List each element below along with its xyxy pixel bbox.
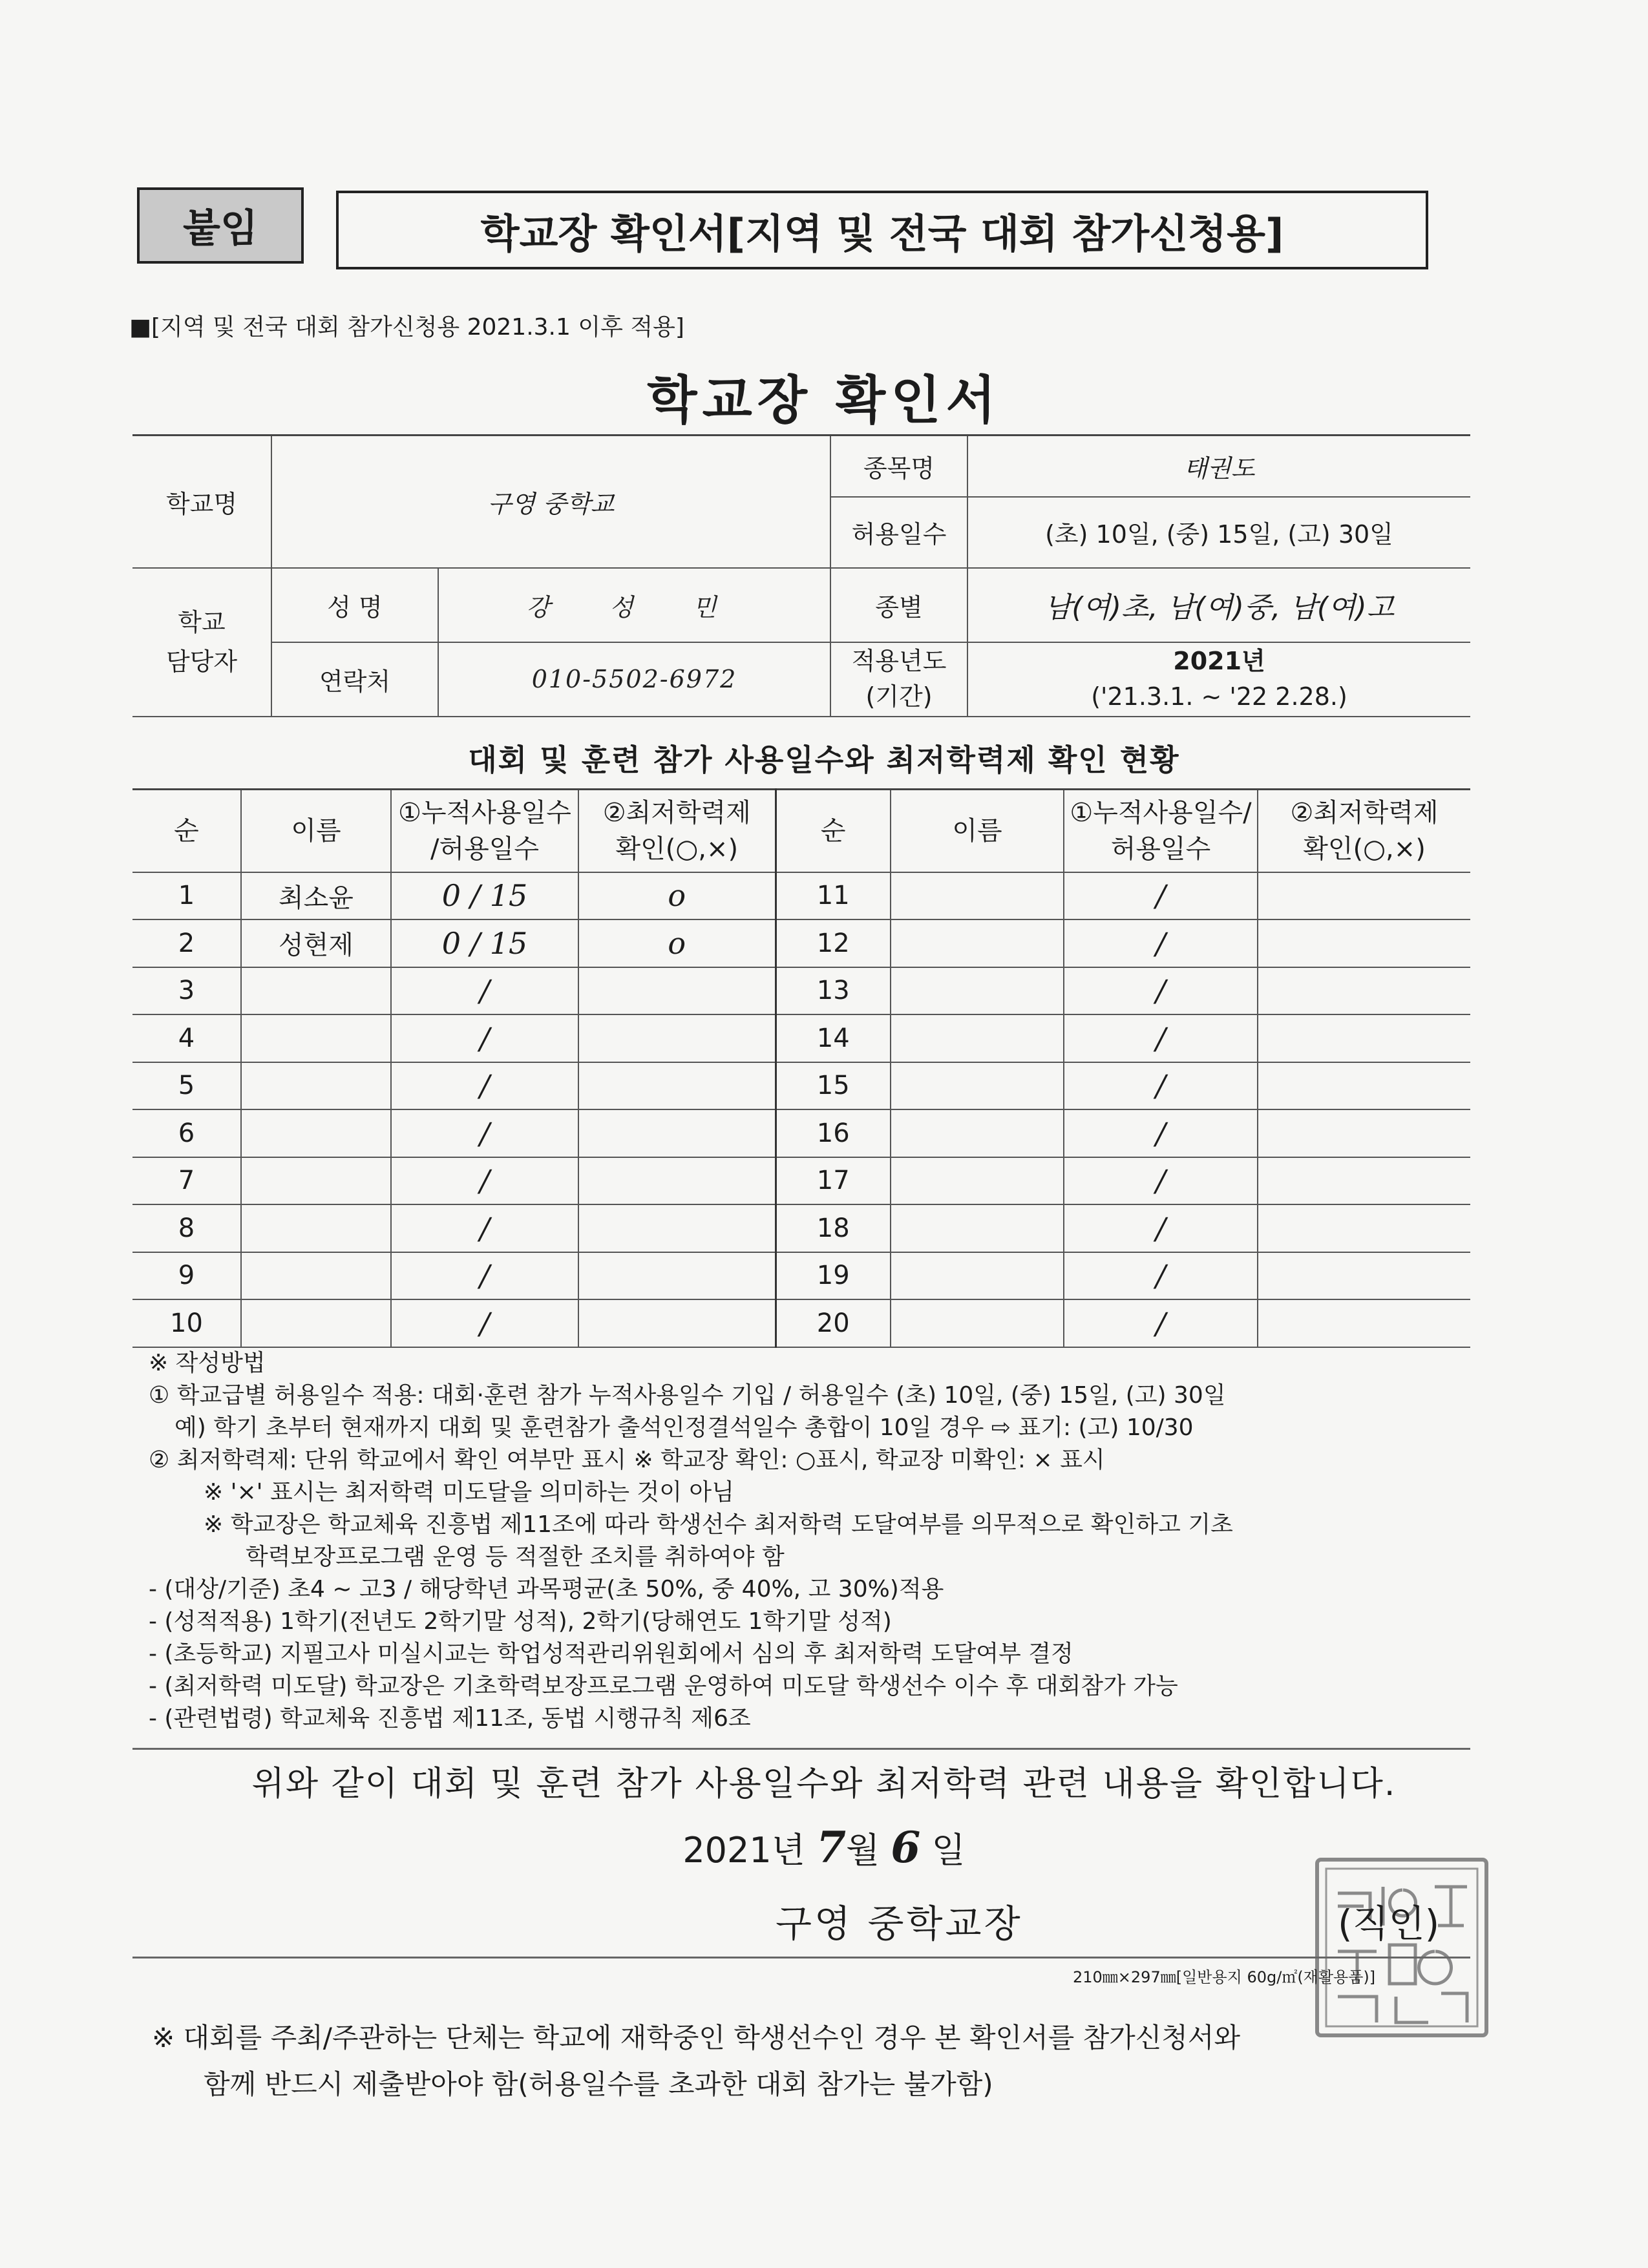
section-title: 대회 및 훈련 참가 사용일수와 최저학력제 확인 현황 xyxy=(468,742,1180,777)
header-acad-right xyxy=(1258,790,1470,872)
instruction-line: ※ 학교장은 학교체육 진흥법 제11조에 따라 학생선수 최저학력 도달여부를 의무적으로 확인하고 기초 xyxy=(204,1511,1233,1538)
athlete-days: / xyxy=(1064,1157,1258,1205)
athlete-name xyxy=(891,1014,1064,1062)
header-name-right: 이름 xyxy=(891,790,1064,872)
athlete-name xyxy=(241,967,391,1015)
athlete-no: 3 xyxy=(132,967,241,1015)
athlete-days: 0 / 15 xyxy=(391,919,578,967)
school-seal-icon xyxy=(1312,1854,1493,2042)
period-label xyxy=(830,642,967,717)
header-acad-right-l1: ②최저학력제 xyxy=(1290,797,1439,828)
confirmation-statement: 위와 같이 대회 및 훈련 참가 사용일수와 최저학력 관련 내용을 확인합니다. xyxy=(251,1765,1397,1803)
period-year: 2021년 xyxy=(1173,646,1265,675)
header-days-left-l2: /허용일수 xyxy=(430,834,540,864)
athlete-name xyxy=(241,1062,391,1110)
paper-spec: 210㎜×297㎜[일반용지 60g/㎡(재활용품)] xyxy=(1073,1968,1376,1986)
date-month: 7 xyxy=(816,1822,847,1873)
athlete-academic xyxy=(578,1014,776,1062)
final-note-line: 함께 반드시 제출받아야 함(허용일수를 초과한 대회 참가는 불가함) xyxy=(204,2068,993,2100)
attachment-tag: 붙임 xyxy=(137,187,304,264)
athlete-academic xyxy=(578,1204,776,1252)
athlete-no: 18 xyxy=(776,1204,891,1252)
school-name-label: 학교명 xyxy=(132,436,271,568)
allowed-days-label: 허용일수 xyxy=(830,497,967,568)
table-row xyxy=(132,1157,1470,1205)
table-row xyxy=(132,1109,1470,1157)
instruction-line: - (초등학교) 지필고사 미실시교는 학업성적관리위원회에서 심의 후 최저학력 도달여부 결정 xyxy=(149,1641,1073,1667)
athlete-days: / xyxy=(1064,1252,1258,1300)
instructions xyxy=(149,1347,1474,1735)
sport-label: 종목명 xyxy=(830,436,967,497)
athlete-days: / xyxy=(1064,872,1258,920)
athlete-no: 1 xyxy=(132,872,241,920)
date-month-unit: 월 xyxy=(846,1830,880,1871)
athlete-name xyxy=(241,1299,391,1347)
athlete-no: 6 xyxy=(132,1109,241,1157)
athlete-no: 9 xyxy=(132,1252,241,1300)
athlete-days: / xyxy=(391,1252,578,1300)
table-row xyxy=(132,1252,1470,1300)
contact-label: 연락처 xyxy=(271,642,438,717)
athlete-no: 15 xyxy=(776,1062,891,1110)
athlete-no: 8 xyxy=(132,1204,241,1252)
instruction-line: - (관련법령) 학교체육 진흥법 제11조, 동법 시행규칙 제6조 xyxy=(149,1705,751,1732)
athlete-days: / xyxy=(1064,967,1258,1015)
date-day-unit: 일 xyxy=(931,1830,966,1871)
athlete-name xyxy=(891,967,1064,1015)
athlete-no: 10 xyxy=(132,1299,241,1347)
athlete-academic: o xyxy=(578,872,776,920)
athlete-no: 11 xyxy=(776,872,891,920)
date-year: 2021년 xyxy=(682,1830,805,1871)
athlete-name: 성현제 xyxy=(241,919,391,967)
athlete-academic xyxy=(578,1109,776,1157)
athlete-academic xyxy=(1258,872,1470,920)
period-label-line2: (기간) xyxy=(865,682,933,711)
header-days-right-l1: ①누적사용일수/ xyxy=(1070,797,1252,828)
athlete-name xyxy=(241,1157,391,1205)
header-days-left xyxy=(391,790,578,872)
staff-name-label: 성 명 xyxy=(271,568,438,642)
athlete-days: / xyxy=(391,967,578,1015)
athlete-no: 7 xyxy=(132,1157,241,1205)
athlete-name xyxy=(241,1109,391,1157)
athlete-days: / xyxy=(1064,1204,1258,1252)
athlete-no: 20 xyxy=(776,1299,891,1347)
athlete-days: / xyxy=(1064,919,1258,967)
athlete-no: 19 xyxy=(776,1252,891,1300)
athlete-academic xyxy=(1258,1299,1470,1347)
athlete-academic: o xyxy=(578,919,776,967)
athlete-days: / xyxy=(391,1062,578,1110)
applies-note: ■[지역 및 전국 대회 참가신청용 2021.3.1 이후 적용] xyxy=(129,314,684,341)
instruction-line: 예) 학기 초부터 현재까지 대회 및 훈련참가 출석인정결석일수 총합이 10일 경우 ⇨ 표기: (고) 10/30 xyxy=(174,1414,1194,1441)
instruction-line: - (최저학력 미도달) 학교장은 기초학력보장프로그램 운영하여 미도달 학생선수 이수 후 대회참가 가능 xyxy=(149,1673,1178,1699)
athlete-days: / xyxy=(391,1109,578,1157)
school-name-value: 구영 중학교 xyxy=(271,436,830,568)
athlete-days: / xyxy=(391,1014,578,1062)
athlete-days: / xyxy=(1064,1014,1258,1062)
athlete-name xyxy=(891,919,1064,967)
athlete-days: / xyxy=(1064,1109,1258,1157)
header-no-left: 순 xyxy=(132,790,241,872)
athlete-academic xyxy=(578,1062,776,1110)
table-row xyxy=(132,1014,1470,1062)
allowed-days-value: (초) 10일, (중) 15일, (고) 30일 xyxy=(967,497,1470,568)
header-title: 학교장 확인서[지역 및 전국 대회 참가신청용] xyxy=(336,191,1428,269)
athlete-days: / xyxy=(391,1204,578,1252)
contact-value: 010-5502-6972 xyxy=(438,642,830,717)
principal-title: 구영 중학교장 xyxy=(776,1902,1023,1946)
athlete-academic xyxy=(1258,1204,1470,1252)
staff-label-line2: 담당자 xyxy=(165,647,238,676)
table-row xyxy=(132,1062,1470,1110)
instruction-line: - (성적적용) 1학기(전년도 2학기말 성적), 2학기(당해연도 1학기말 성적) xyxy=(149,1608,892,1635)
athlete-table xyxy=(132,788,1470,1348)
instruction-line: ① 학교급별 허용일수 적용: 대회·훈련 참가 누적사용일수 기입 / 허용일수 (초) 10일, (중) 15일, (고) 30일 xyxy=(149,1382,1226,1409)
header-days-right-l2: 허용일수 xyxy=(1110,834,1211,864)
athlete-academic xyxy=(1258,1014,1470,1062)
athlete-name xyxy=(241,1014,391,1062)
sport-value: 태권도 xyxy=(967,436,1470,497)
athlete-no: 13 xyxy=(776,967,891,1015)
athlete-name xyxy=(241,1204,391,1252)
header-days-right xyxy=(1064,790,1258,872)
athlete-no: 14 xyxy=(776,1014,891,1062)
athlete-academic xyxy=(1258,1157,1470,1205)
athlete-academic xyxy=(1258,1062,1470,1110)
instruction-line: 학력보장프로그램 운영 등 적절한 조치를 취하여야 함 xyxy=(246,1544,785,1570)
athlete-no: 2 xyxy=(132,919,241,967)
table-row xyxy=(132,967,1470,1015)
gender-label: 종별 xyxy=(830,568,967,642)
athlete-days: 0 / 15 xyxy=(391,872,578,920)
athlete-no: 17 xyxy=(776,1157,891,1205)
period-value xyxy=(967,642,1470,717)
athlete-name xyxy=(891,1252,1064,1300)
school-info-table xyxy=(132,434,1470,717)
athlete-name xyxy=(891,1157,1064,1205)
athlete-name xyxy=(891,1109,1064,1157)
table-row xyxy=(132,1204,1470,1252)
header-name-left: 이름 xyxy=(241,790,391,872)
athlete-academic xyxy=(1258,1252,1470,1300)
period-range: ('21.3.1. ~ '22 2.28.) xyxy=(1091,682,1347,711)
table-row xyxy=(132,872,1470,920)
athlete-days: / xyxy=(1064,1062,1258,1110)
final-note-line: ※ 대회를 주최/주관하는 단체는 학교에 재학중인 학생선수인 경우 본 확인서를 참가신청서와 xyxy=(152,2022,1241,2053)
athlete-name xyxy=(891,872,1064,920)
athlete-academic xyxy=(1258,919,1470,967)
period-label-line1: 적용년도 xyxy=(851,646,947,675)
athlete-academic xyxy=(578,1299,776,1347)
athlete-name xyxy=(891,1299,1064,1347)
athlete-no: 4 xyxy=(132,1014,241,1062)
header-no-right: 순 xyxy=(776,790,891,872)
instruction-line: - (대상/기준) 초4 ~ 고3 / 해당학년 과목평균(초 50%, 중 40%, 고 30%)적용 xyxy=(149,1576,944,1602)
date-day: 6 xyxy=(891,1822,921,1873)
header-days-left-l1: ①누적사용일수 xyxy=(398,797,571,828)
athlete-days: / xyxy=(1064,1299,1258,1347)
athlete-academic xyxy=(578,1157,776,1205)
seal-label: (직인) xyxy=(1338,1902,1440,1946)
instruction-line: ② 최저학력제: 단위 학교에서 확인 여부만 표시 ※ 학교장 확인: ○표시, 학교장 미확인: × 표시 xyxy=(149,1447,1105,1473)
athlete-academic xyxy=(1258,967,1470,1015)
divider xyxy=(132,1748,1470,1750)
athlete-name xyxy=(891,1062,1064,1110)
athlete-name: 최소윤 xyxy=(241,872,391,920)
staff-label-line1: 학교 xyxy=(178,607,226,636)
athlete-no: 5 xyxy=(132,1062,241,1110)
athlete-academic xyxy=(1258,1109,1470,1157)
table-row xyxy=(132,919,1470,967)
athlete-name xyxy=(891,1204,1064,1252)
staff-label xyxy=(132,568,271,717)
athlete-days: / xyxy=(391,1157,578,1205)
athlete-no: 12 xyxy=(776,919,891,967)
document-title: 학교장 확인서 xyxy=(647,370,1001,430)
table-row xyxy=(132,1299,1470,1347)
staff-name-value: 강 성 민 xyxy=(438,568,830,642)
header-acad-left-l2: 확인(○,×) xyxy=(615,834,739,864)
athlete-no: 16 xyxy=(776,1109,891,1157)
athlete-academic xyxy=(578,967,776,1015)
instruction-line: ※ '×' 표시는 최저학력 미도달을 의미하는 것이 아님 xyxy=(204,1479,734,1506)
instruction-line: ※ 작성방법 xyxy=(149,1350,266,1376)
gender-value: 남(여)초, 남(여)중, 남(여)고 xyxy=(967,568,1470,642)
header-acad-right-l2: 확인(○,×) xyxy=(1303,834,1426,864)
header-acad-left-l1: ②최저학력제 xyxy=(602,797,751,828)
athlete-days: / xyxy=(391,1299,578,1347)
athlete-academic xyxy=(578,1252,776,1300)
header-acad-left xyxy=(578,790,776,872)
athlete-name xyxy=(241,1252,391,1300)
final-note xyxy=(152,2015,1477,2108)
divider xyxy=(132,1957,1470,1958)
